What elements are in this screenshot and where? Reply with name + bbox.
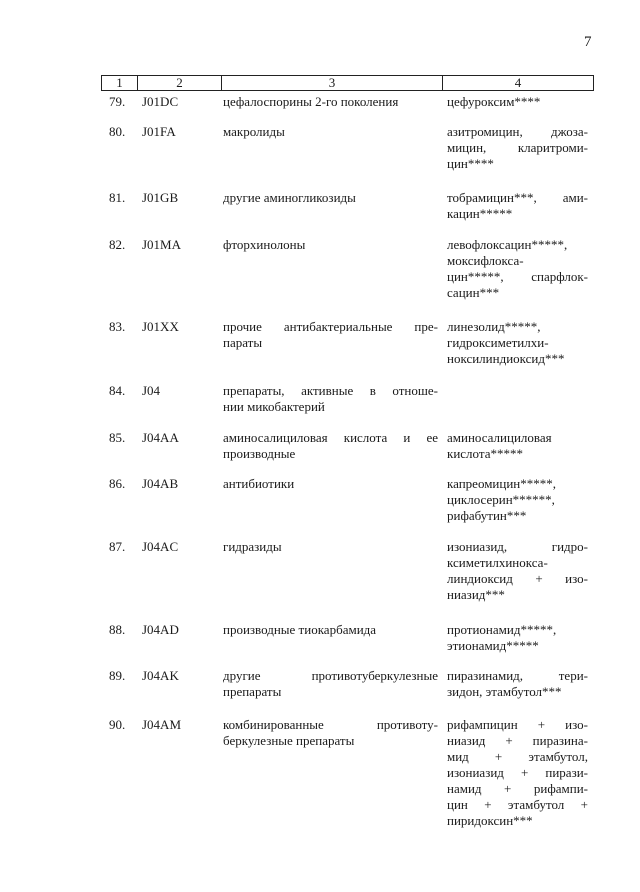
drug-group-line: препараты, активные в отноше- — [223, 383, 438, 398]
header-col-2: 2 — [138, 76, 222, 90]
drug-names-line: пиразинамид, тери- — [447, 668, 588, 683]
atc-code: J04AB — [142, 476, 179, 491]
drug-names-line: тобрамицин***, ами- — [447, 190, 588, 205]
drug-group-line: производные — [223, 446, 296, 461]
drug-names-line: изониазид, гидро- — [447, 539, 588, 554]
drug-names-line: цин + этамбутол + — [447, 797, 588, 812]
row-number: 86. — [109, 476, 126, 491]
drug-group-line: цефалоспорины 2-го поколения — [223, 94, 399, 109]
drug-group-line: другие противотуберкулезные — [223, 668, 438, 683]
drug-names-line: циклосерин******, — [447, 492, 555, 507]
drug-group-line: нии микобактерий — [223, 399, 325, 414]
drug-group — [223, 237, 438, 253]
drug-names-line: азитромицин, джоза- — [447, 124, 588, 139]
drug-group — [223, 539, 438, 555]
drug-names-line: моксифлокса- — [447, 253, 524, 268]
drug-names — [447, 668, 588, 700]
drug-names-line: ноксилиндиоксид*** — [447, 351, 565, 366]
drug-names — [447, 124, 588, 172]
drug-names-line: этионамид***** — [447, 638, 539, 653]
row-number: 83. — [109, 319, 126, 334]
row-number: 88. — [109, 622, 126, 637]
drug-names-line: цин**** — [447, 156, 494, 171]
drug-names-line: линдиоксид + изо- — [447, 571, 588, 586]
atc-code: J04AA — [142, 430, 179, 445]
drug-group — [223, 383, 438, 415]
drug-names — [447, 717, 588, 829]
atc-code: J01FA — [142, 124, 176, 139]
page-number: 7 — [584, 34, 592, 50]
drug-names — [447, 237, 588, 301]
atc-code: J01GB — [142, 190, 179, 205]
atc-code: J04AC — [142, 539, 179, 554]
drug-names — [447, 94, 588, 110]
drug-group-line: аминосалициловая кислота и ее — [223, 430, 438, 445]
atc-code: J01DC — [142, 94, 179, 109]
row-number: 82. — [109, 237, 126, 252]
drug-names — [447, 476, 588, 524]
drug-names — [447, 430, 588, 462]
drug-names-line: протионамид*****, — [447, 622, 557, 637]
drug-group — [223, 124, 438, 140]
drug-names — [447, 539, 588, 603]
atc-code: J04 — [142, 383, 161, 398]
drug-group-line: производные тиокарбамида — [223, 622, 377, 637]
row-number: 80. — [109, 124, 126, 139]
drug-names-line: рифабутин*** — [447, 508, 527, 523]
drug-group-line: препараты — [223, 684, 282, 699]
drug-names-line: аминосалициловая — [447, 430, 552, 445]
drug-names-line: левофлоксацин*****, — [447, 237, 568, 252]
drug-group — [223, 622, 438, 638]
drug-group-line: антибиотики — [223, 476, 295, 491]
atc-code: J04AK — [142, 668, 179, 683]
header-col-4: 4 — [514, 75, 522, 90]
drug-names-line: капреомицин*****, — [447, 476, 557, 491]
drug-names-line: мицин, кларитроми- — [447, 140, 588, 155]
drug-group — [223, 430, 438, 462]
drug-names-line: зидон, этамбутол*** — [447, 684, 562, 699]
drug-group-line: фторхинолоны — [223, 237, 306, 252]
drug-group-line: беркулезные препараты — [223, 733, 355, 748]
drug-names-line: кацин***** — [447, 206, 513, 221]
atc-code: J01XX — [142, 319, 179, 334]
header-col-3: 3 — [222, 76, 443, 90]
drug-names-line: ксиметилхинокса- — [447, 555, 548, 570]
drug-names-line: линезолид*****, — [447, 319, 541, 334]
drug-names-line: кислота***** — [447, 446, 523, 461]
drug-names — [447, 622, 588, 654]
drug-names-line: изониазид + пирази- — [447, 765, 588, 780]
drug-names-line: намид + рифампи- — [447, 781, 588, 796]
drug-group-line: комбинированные противоту- — [223, 717, 438, 732]
drug-names-line: рифампицин + изо- — [447, 717, 588, 732]
drug-group-line: гидразиды — [223, 539, 282, 554]
drug-names-line: ниазид*** — [447, 587, 505, 602]
row-number: 84. — [109, 383, 126, 398]
drug-names-line: цин*****, спарфлок- — [447, 269, 588, 284]
drug-names — [447, 190, 588, 222]
drug-group — [223, 668, 438, 700]
row-number: 81. — [109, 190, 126, 205]
table-header — [101, 75, 594, 91]
drug-names-line: гидроксиметилхи- — [447, 335, 549, 350]
row-number: 85. — [109, 430, 126, 445]
atc-code: J04AM — [142, 717, 182, 732]
header-col-1: 1 — [102, 76, 138, 90]
drug-group-line: макролиды — [223, 124, 285, 139]
drug-names-line: сацин*** — [447, 285, 500, 300]
row-number: 89. — [109, 668, 126, 683]
drug-names-line: мид + этамбутол, — [447, 749, 588, 764]
drug-group — [223, 319, 438, 351]
row-number: 90. — [109, 717, 126, 732]
drug-group — [223, 190, 438, 206]
row-number: 79. — [109, 94, 126, 109]
drug-group — [223, 476, 438, 492]
drug-group — [223, 717, 438, 749]
atc-code: J01MA — [142, 237, 182, 252]
drug-names-line: цефуроксим**** — [447, 94, 541, 109]
drug-names-line: ниазид + пиразина- — [447, 733, 588, 748]
drug-group-line: прочие антибактериальные пре- — [223, 319, 438, 334]
atc-code: J04AD — [142, 622, 179, 637]
drug-group — [223, 94, 438, 110]
drug-group-line: другие аминогликозиды — [223, 190, 356, 205]
drug-names-line: пиридоксин*** — [447, 813, 533, 828]
drug-names — [447, 319, 588, 367]
row-number: 87. — [109, 539, 126, 554]
drug-group-line: параты — [223, 335, 263, 350]
